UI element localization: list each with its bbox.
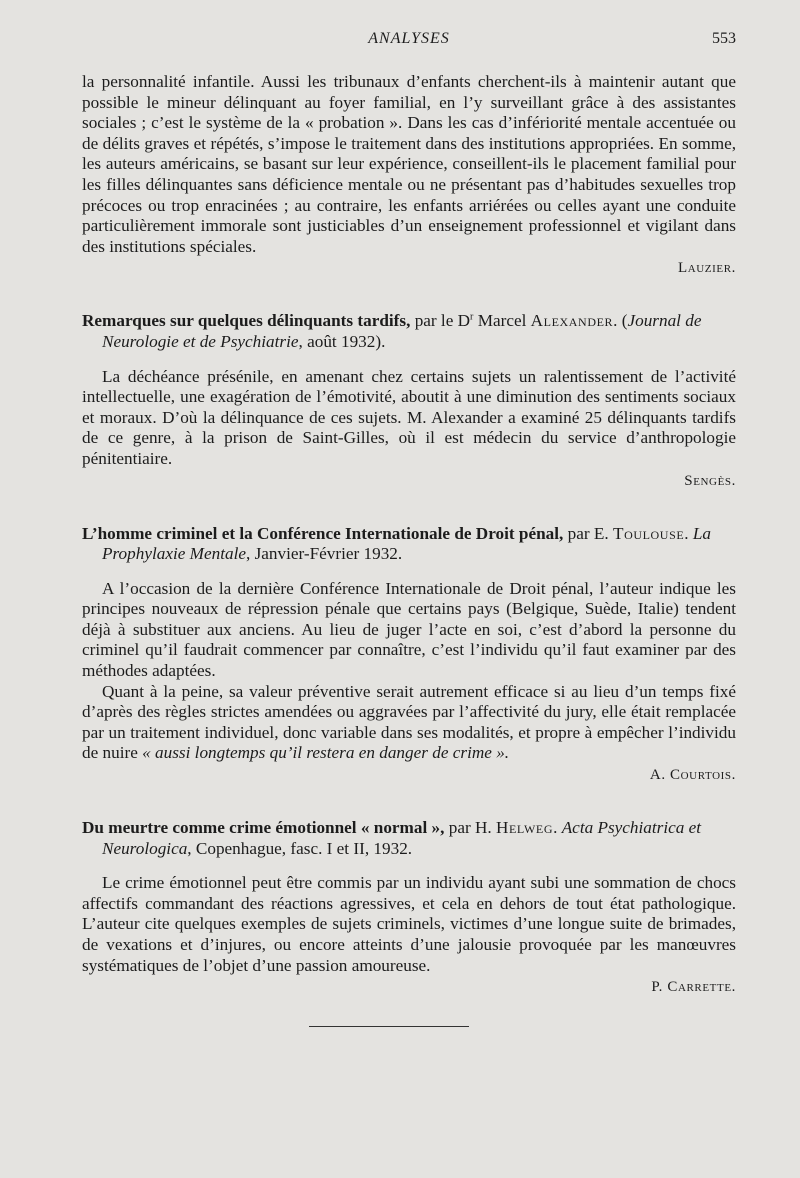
review-by: par E. [563, 523, 613, 543]
review-helweg [82, 818, 736, 996]
review-heading [82, 818, 736, 859]
review-heading [82, 311, 736, 352]
author-name: Helweg [495, 818, 554, 838]
review-heading [82, 524, 736, 565]
source-details: , Copenhague, fasc. I et II, 1932. [187, 838, 413, 858]
continued-review [82, 72, 736, 277]
page-number: 553 [712, 30, 736, 47]
review-toulouse [82, 524, 736, 785]
review-title: Du meurtre comme crime émotionnel « normal », [82, 818, 445, 838]
review-paragraph: La déchéance présénile, en amenant chez certains sujets un ralentissement de l’activité intellectuelle, une exagération de l’émotivité, aboutit à une diminution des sentiments sociaux et moraux. D’où la délinquance de ces sujets. M. Alexander a examiné 25 délinquants tardifs de ce genre, à la prison de Saint-Gilles, où il est médecin du service d’anthropologie pénitentiaire. [82, 366, 736, 468]
source-details: , août 1932). [298, 331, 386, 351]
heading-punctuation: . [553, 818, 562, 838]
review-paragraph: Le crime émotionnel peut être commis par un individu ayant subi une sommation de chocs affectifs commandant des réactions agressives, et cela en dehors de tout état pathologique. L’auteur cite quelques exemples de sujets criminels, victimes d’une longue suite de brimades, de vexations et d’injures, ou encore atteints d’une jalousie provoquée par les manœuvres systématiques de l’objet d’une passion amoureuse. [82, 873, 736, 975]
source-details: , Janvier-Février 1932. [245, 544, 403, 564]
reviewer-signature: P. Carrette. [651, 979, 736, 996]
review-alexander [82, 311, 736, 489]
running-title: ANALYSES [368, 30, 450, 47]
source-journal: La Prophylaxie Mentale [102, 523, 712, 564]
continued-paragraph: la personnalité infantile. Aussi les tribunaux d’enfants cherchent-ils à maintenir autant que possible le mineur délinquant au foyer familial, en l’y surveillant grâce à des assistantes sociales ; c’est le système de la « probation ». Dans les cas d’infériorité mentale accentuée ou de délits graves et répétés, s’impose le traitement dans des institutions appropriées. En somme, les auteurs américains, se basant sur leur expérience, conseillent-ils le placement familial pour les filles délinquantes sans déficience mentale ou ne présentant pas d’habitudes sexuelles trop précoces ou trop enracinées ; au contraire, les enfants arriérées ou celles ayant une conduite particulièrement immorale sont justiciables d’un enseignement professionnel et vigilant dans des institutions spéciales. [82, 72, 736, 256]
running-head [82, 30, 736, 52]
author-name: Toulouse [612, 523, 685, 543]
source-journal: Journal de Neurologie et de Psychiatrie [102, 311, 702, 351]
review-by: par H. [444, 818, 496, 838]
review-paragraph: A l’occasion de la dernière Conférence Internationale de Droit pénal, l’auteur indique les principes nouveaux de répression pénale que certains pays (Belgique, Suède, Italie) tendent déjà à substituer aux anciens. Au lieu de juger l’acte en soi, c’est d’abord la personne du criminel qu’il faudrait commencer par connaître, c’est l’individu qu’il faut examiner par des méthodes adaptées. [82, 578, 736, 681]
title-superscript: r [470, 311, 474, 323]
review-by: par le D [410, 311, 471, 331]
review-title: L’homme criminel et la Conférence Internationale de Droit pénal, [82, 523, 564, 543]
review-title: Remarques sur quelques délinquants tardifs, [82, 311, 411, 331]
paragraph-text: Quant à la peine, sa valeur préventive serait autrement efficace si au lieu d’un temps fixé d’après des règles strictes amendées ou aggravées par l’affectivité du jury, elle était remplacée par un traitement individuel, donc variable dans ses modalités, et propre à empêcher l’individu de nuire [82, 681, 736, 763]
reviewer-signature: A. Courtois. [649, 767, 736, 784]
heading-punctuation: . [684, 523, 693, 543]
author-first-name: Marcel [473, 311, 531, 331]
heading-punctuation: . ( [613, 311, 628, 331]
quoted-text: « aussi longtemps qu’il restera en danger de crime ». [142, 743, 510, 763]
source-journal: Acta Psychiatrica et Neurologica [102, 818, 702, 858]
end-rule [309, 1026, 469, 1027]
reviewer-signature: Lauzier. [677, 260, 736, 277]
reviewer-signature: Sengès. [684, 472, 736, 489]
review-paragraph-2 [82, 682, 736, 764]
author-name: Alexander [530, 311, 614, 331]
